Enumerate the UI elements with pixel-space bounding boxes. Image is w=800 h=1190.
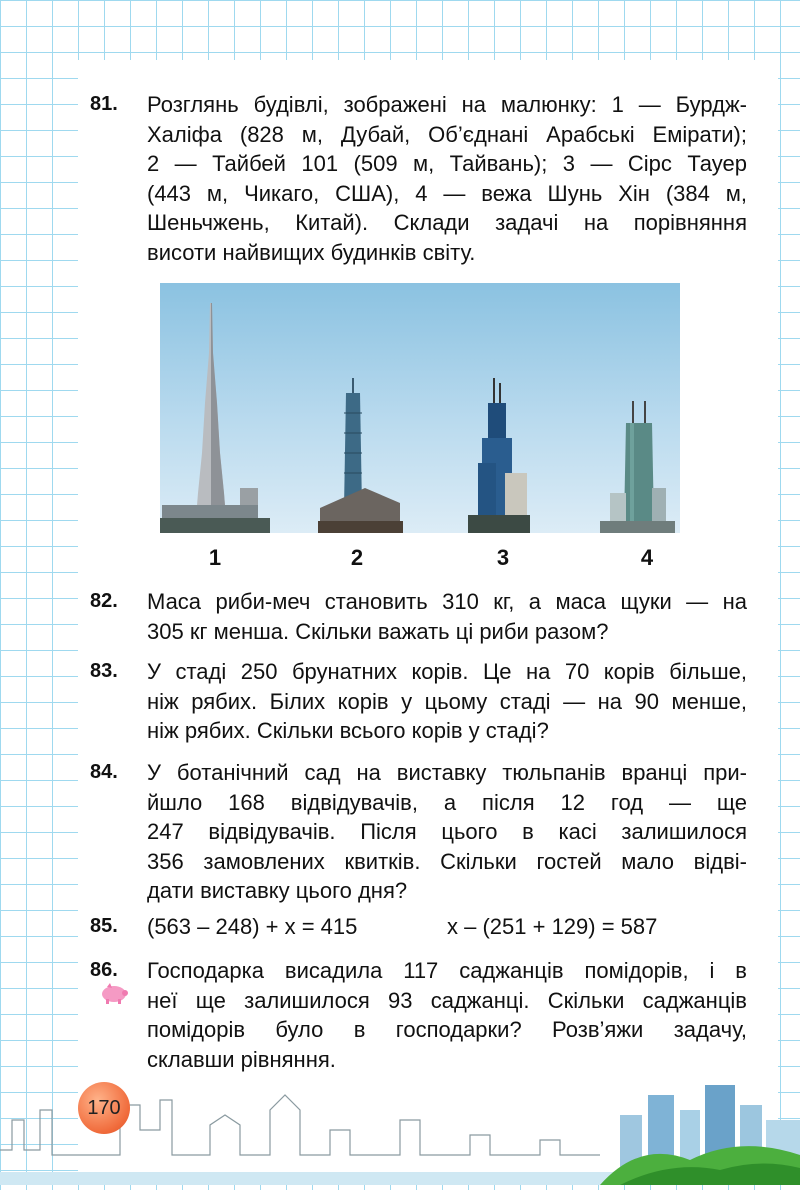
page-number: 170 [78,1082,130,1134]
problem-text [147,956,747,1074]
text-line: У стаді 250 брунатних корів. Це на 70 корів більше, [147,659,747,684]
building-label-4: 4 [640,545,654,570]
text-line: Маса риби-меч становить 310 кг, а маса щуки — на [147,589,747,614]
text-line: ніж рябих. Скільки всього корів у стаді? [147,718,549,743]
problem-text [147,657,747,746]
building-label-1: 1 [208,545,222,570]
building-label-2: 2 [350,545,364,570]
problem-number: 85. [90,915,118,937]
text-line: висоти найвищих будинків світу. [147,239,476,265]
text-line: йшло 168 відвідувачів, а після 12 год — ще [147,789,747,815]
building-label-3: 3 [496,545,510,570]
text-line: помідорів було в господарки? Розв’яжи задачу, [147,1017,747,1042]
problem-text [147,587,747,646]
equation-1: (563 – 248) + x = 415 [147,914,358,939]
piggy-bank-icon [98,982,130,1004]
problem-number: 86. [90,959,118,981]
text-line: Розглянь будівлі, зображені на малюнку: 1 — Бурдж- [147,92,747,117]
text-line: 356 замовлених квитків. Скільки гостей мало відві- [147,848,747,874]
problem-text [147,90,747,267]
text-line: У ботанічний сад на виставку тюльпанів вранці при- [147,760,747,785]
text-line: Шеньчжень, Китай). Склади задачі на порівняння [147,210,747,235]
shun-hing-square-illustration [600,401,675,533]
skyscrapers-photo [160,283,680,533]
problem-number: 82. [90,590,118,612]
text-line: 247 відвідувачів. Після цього в касі залишилося [147,819,747,844]
burj-khalifa-illustration [160,303,270,533]
problem-text [147,758,747,906]
text-line: Господарка висадила 117 саджанців помідорів, і в [147,958,747,983]
equation-2: x – (251 + 129) = 587 [447,914,658,939]
text-line: 2 — Тайбей 101 (509 м, Тайвань); 3 — Сірс Тауер [147,151,747,176]
text-line: ніж рябих. Білих корів у цьому стаді — на 90 менше, [147,688,747,714]
problem-number: 84. [90,761,118,783]
text-line: склавши рівняння. [147,1046,336,1072]
sears-tower-illustration [468,378,530,533]
text-line: дати виставку цього дня? [147,878,408,903]
taipei-101-illustration [318,378,403,533]
problem-number: 81. [90,93,118,115]
text-line: Халіфа (828 м, Дубай, Об’єднані Арабські Емірати); [147,121,747,147]
text-line: (443 м, Чикаго, США), 4 — вежа Шунь Хін (384 м, [147,180,747,206]
text-line: неї ще залишилося 93 саджанці. Скільки саджанців [147,987,747,1013]
problem-number: 83. [90,660,118,682]
text-line: 305 кг менша. Скільки важать ці риби разом? [147,618,609,644]
